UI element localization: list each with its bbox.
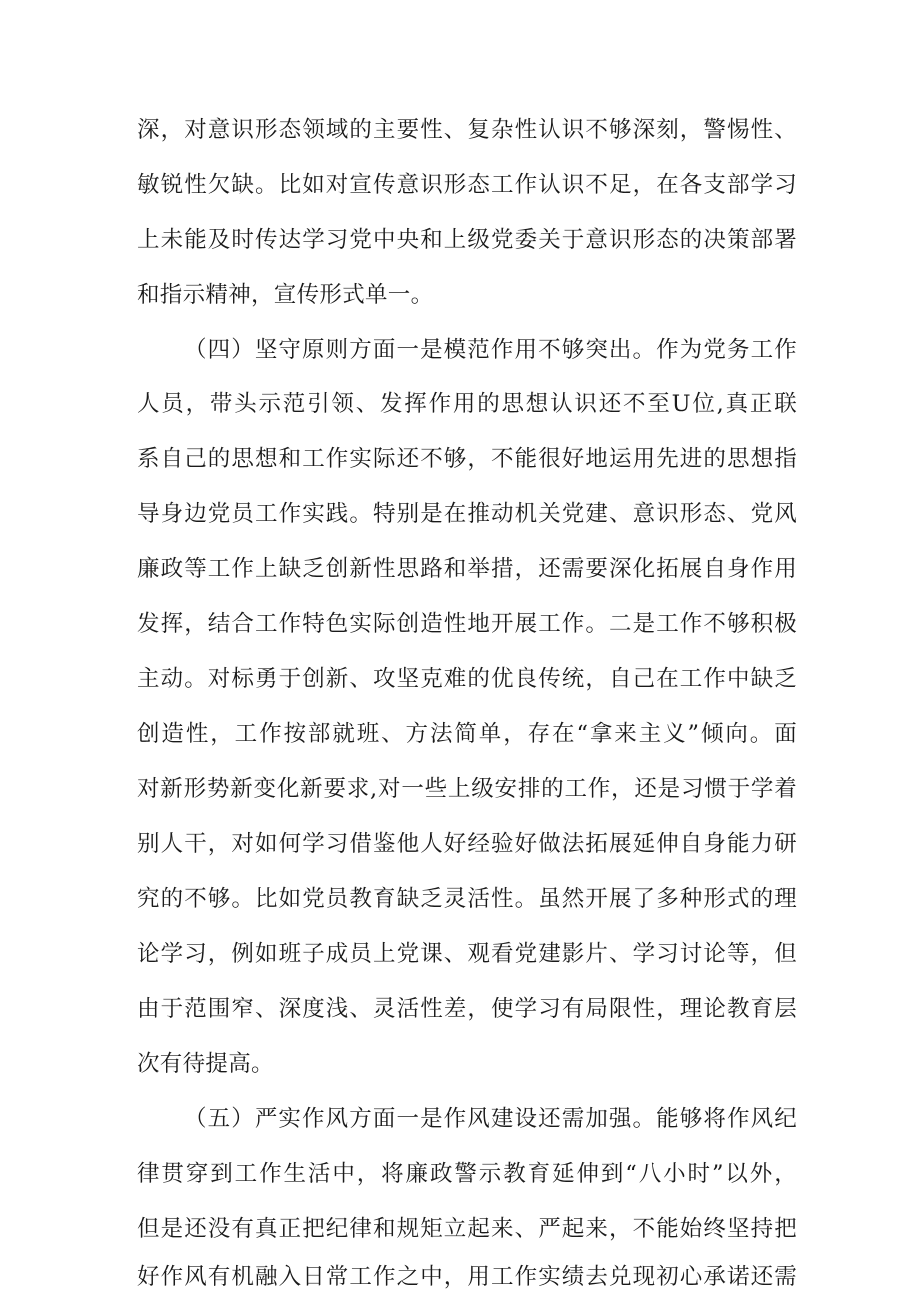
text-line: 上未能及时传达学习党中央和上级党委关于意识形态的决策部署 (137, 227, 797, 253)
text-line: 由于范围窄、深度浅、灵活性差，使学习有局限性，理论教育层 (137, 996, 797, 1022)
text-line: 究的不够。比如党员教育缺乏灵活性。虽然开展了多种形式的理 (137, 886, 797, 912)
text-line: 廉政等工作上缺乏创新性思路和举措，还需要深化拓展自身作用 (137, 556, 797, 582)
text-line: 但是还没有真正把纪律和规矩立起来、严起来，不能始终坚持把 (137, 1216, 797, 1242)
text-line: 发挥，结合工作特色实际创造性地开展工作。二是工作不够积极 (137, 611, 797, 637)
text-line: 次有待提高。 (137, 1051, 274, 1077)
text-line: 好作风有机融入日常工作之中，用工作实绩去兑现初心承诺还需 (137, 1264, 797, 1290)
text-line: 导身边党员工作实践。特别是在推动机关党建、意识形态、党风 (137, 501, 797, 527)
text-line: 和指示精神，宣传形式单一。 (137, 282, 434, 308)
text-line: 论学习，例如班子成员上党课、观看党建影片、学习讨论等，但 (137, 941, 797, 967)
text-line: 系自己的思想和工作实际还不够，不能很好地运用先进的思想指 (137, 446, 797, 472)
text-line: 人员，带头示范引领、发挥作用的思想认识还不至U位,真正联 (137, 391, 797, 417)
text-line: 律贯穿到工作生活中，将廉政警示教育延伸到“八小时”以外， (137, 1161, 797, 1187)
paragraph-heading-five: （五）严实作风方面一是作风建设还需加强。能够将作风纪 (184, 1106, 797, 1132)
text-line: 对新形势新变化新要求,对一些上级安排的工作，还是习惯于学着 (137, 776, 797, 802)
text-line: 深，对意识形态领域的主要性、复杂性认识不够深刻，警惕性、 (137, 117, 797, 143)
text-line: 敏锐性欠缺。比如对宣传意识形态工作认识不足，在各支部学习 (137, 172, 797, 198)
text-line: 主动。对标勇于创新、攻坚克难的优良传统，自己在工作中缺乏 (137, 666, 797, 692)
paragraph-heading-four: （四）坚守原则方面一是模范作用不够突出。作为党务工作 (184, 337, 797, 363)
text-line: 创造性，工作按部就班、方法简单，存在“拿来主义”倾向。面 (137, 721, 797, 747)
text-line: 别人干，对如何学习借鉴他人好经验好做法拓展延伸自身能力研 (137, 831, 797, 857)
